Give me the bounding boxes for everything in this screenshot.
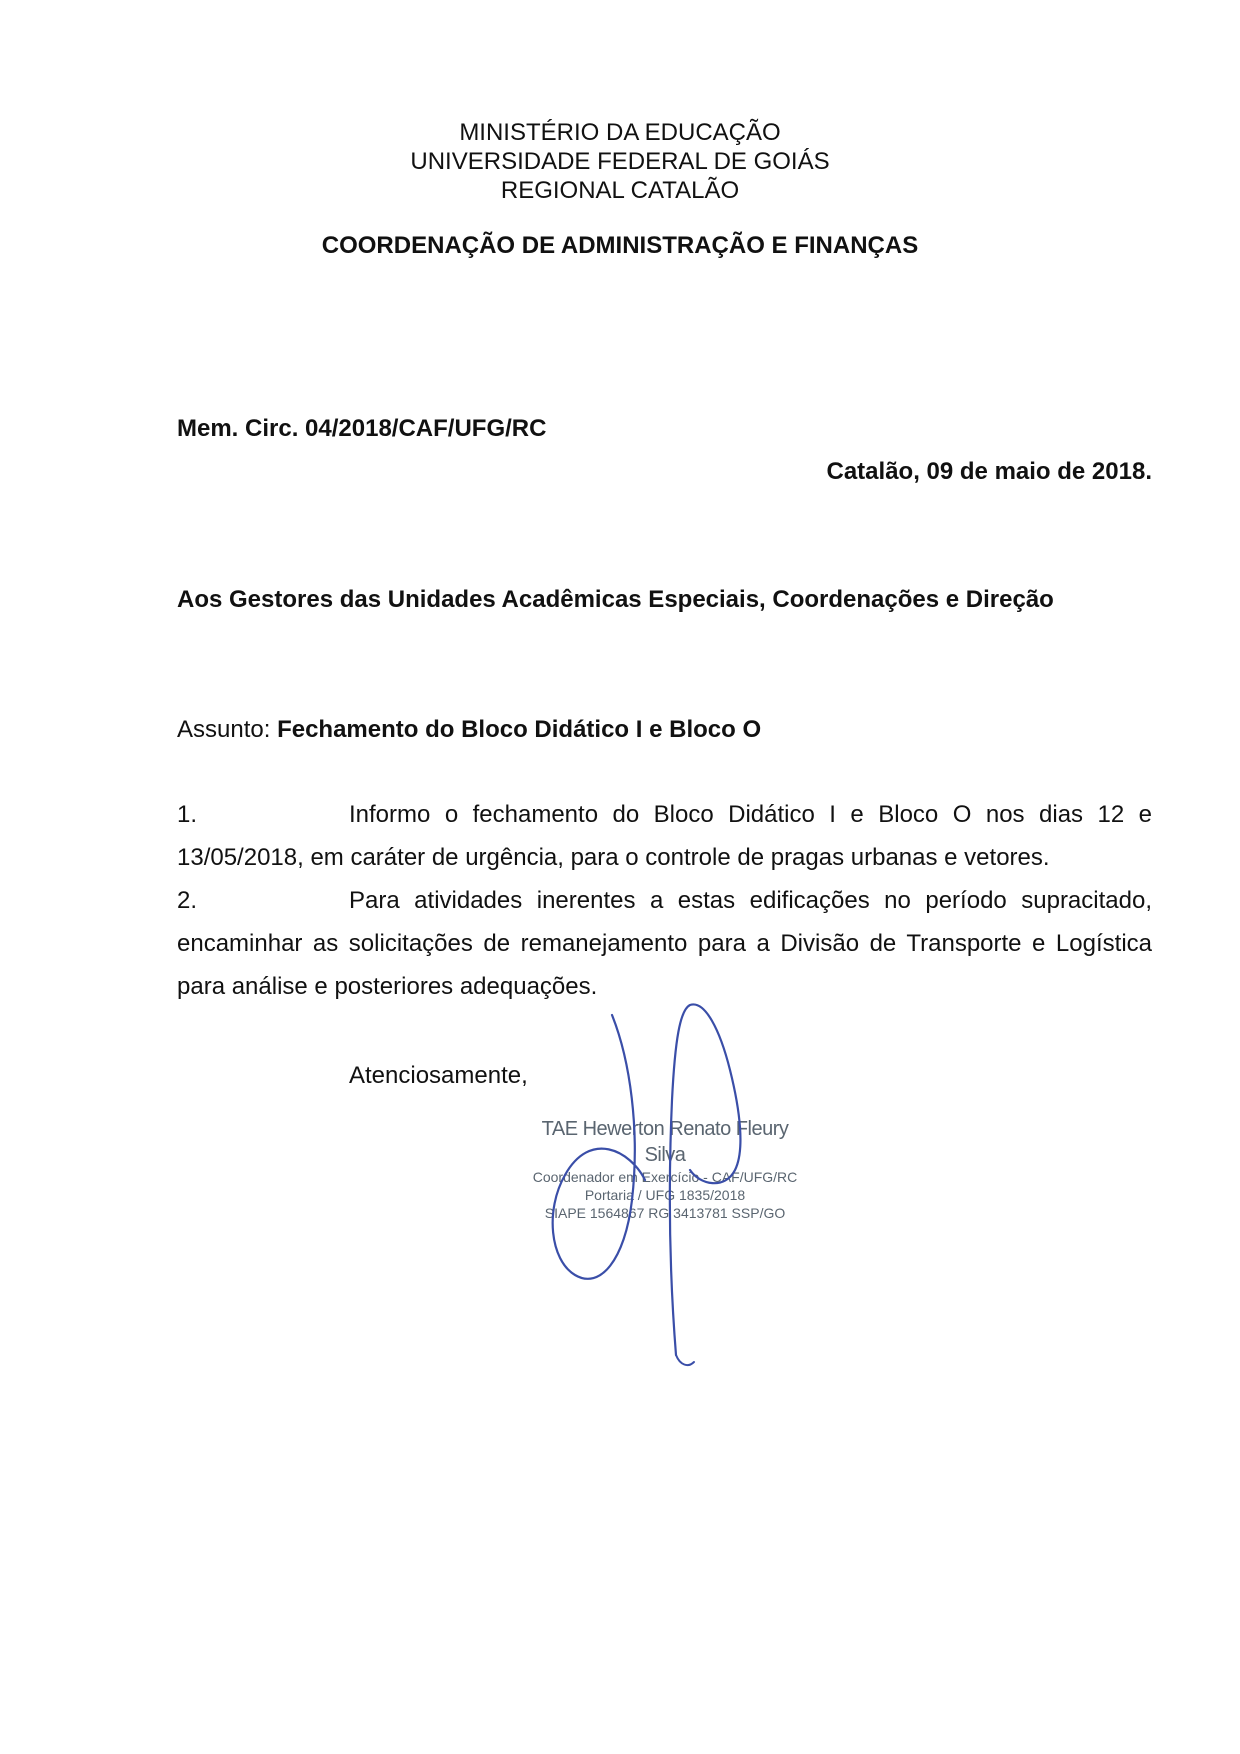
subject-label: Assunto: [177,716,271,743]
body-paragraph-1 [177,793,1152,879]
memo-number: Mem. Circ. 04/2018/CAF/UFG/RC [177,415,547,442]
regional-line: REGIONAL CATALÃO [500,177,740,204]
ministry-line: MINISTÉRIO DA EDUCAÇÃO [459,119,781,146]
memo-recipients: Aos Gestores das Unidades Acadêmicas Especiais, Coordenações e Direção [177,586,1054,613]
paragraph-number: 2. [177,887,198,914]
stamp-ids: SIAPE 1564867 RG 3413781 SSP/GO [544,1205,786,1221]
paragraph-text: Informo o fechamento do Bloco Didático I e Bloco O nos dias 12 e 13/05/2018, em caráter de urgência, para o controle de pragas urbanas e vetores. [177,801,1152,871]
coordination-title: COORDENAÇÃO DE ADMINISTRAÇÃO E FINANÇAS [321,232,919,259]
memo-date: Catalão, 09 de maio de 2018. [826,458,1152,485]
body-paragraph-2 [177,879,1152,1008]
paragraph-number: 1. [177,801,198,828]
closing-salutation: Atenciosamente, [349,1062,528,1089]
university-line: UNIVERSIDADE FEDERAL DE GOIÁS [410,148,830,175]
paragraph-text: Para atividades inerentes a estas edificações no período supracitado, encaminhar as solicitações de remanejamento para a Divisão de Transporte e Logística para análise e posteriores adequações. [177,887,1152,1000]
subject-text: Fechamento do Bloco Didático I e Bloco O [277,716,762,743]
stamp-portaria: Portaria / UFG 1835/2018 [584,1187,746,1203]
memo-subject [177,716,761,744]
stamp-role: Coordenador em Exercício - CAF/UFG/RC [532,1169,798,1185]
signature-stamp [520,1116,810,1222]
letterhead [0,118,1240,205]
stamp-name: TAE Hewerton Renato Fleury Silva [541,1118,789,1166]
